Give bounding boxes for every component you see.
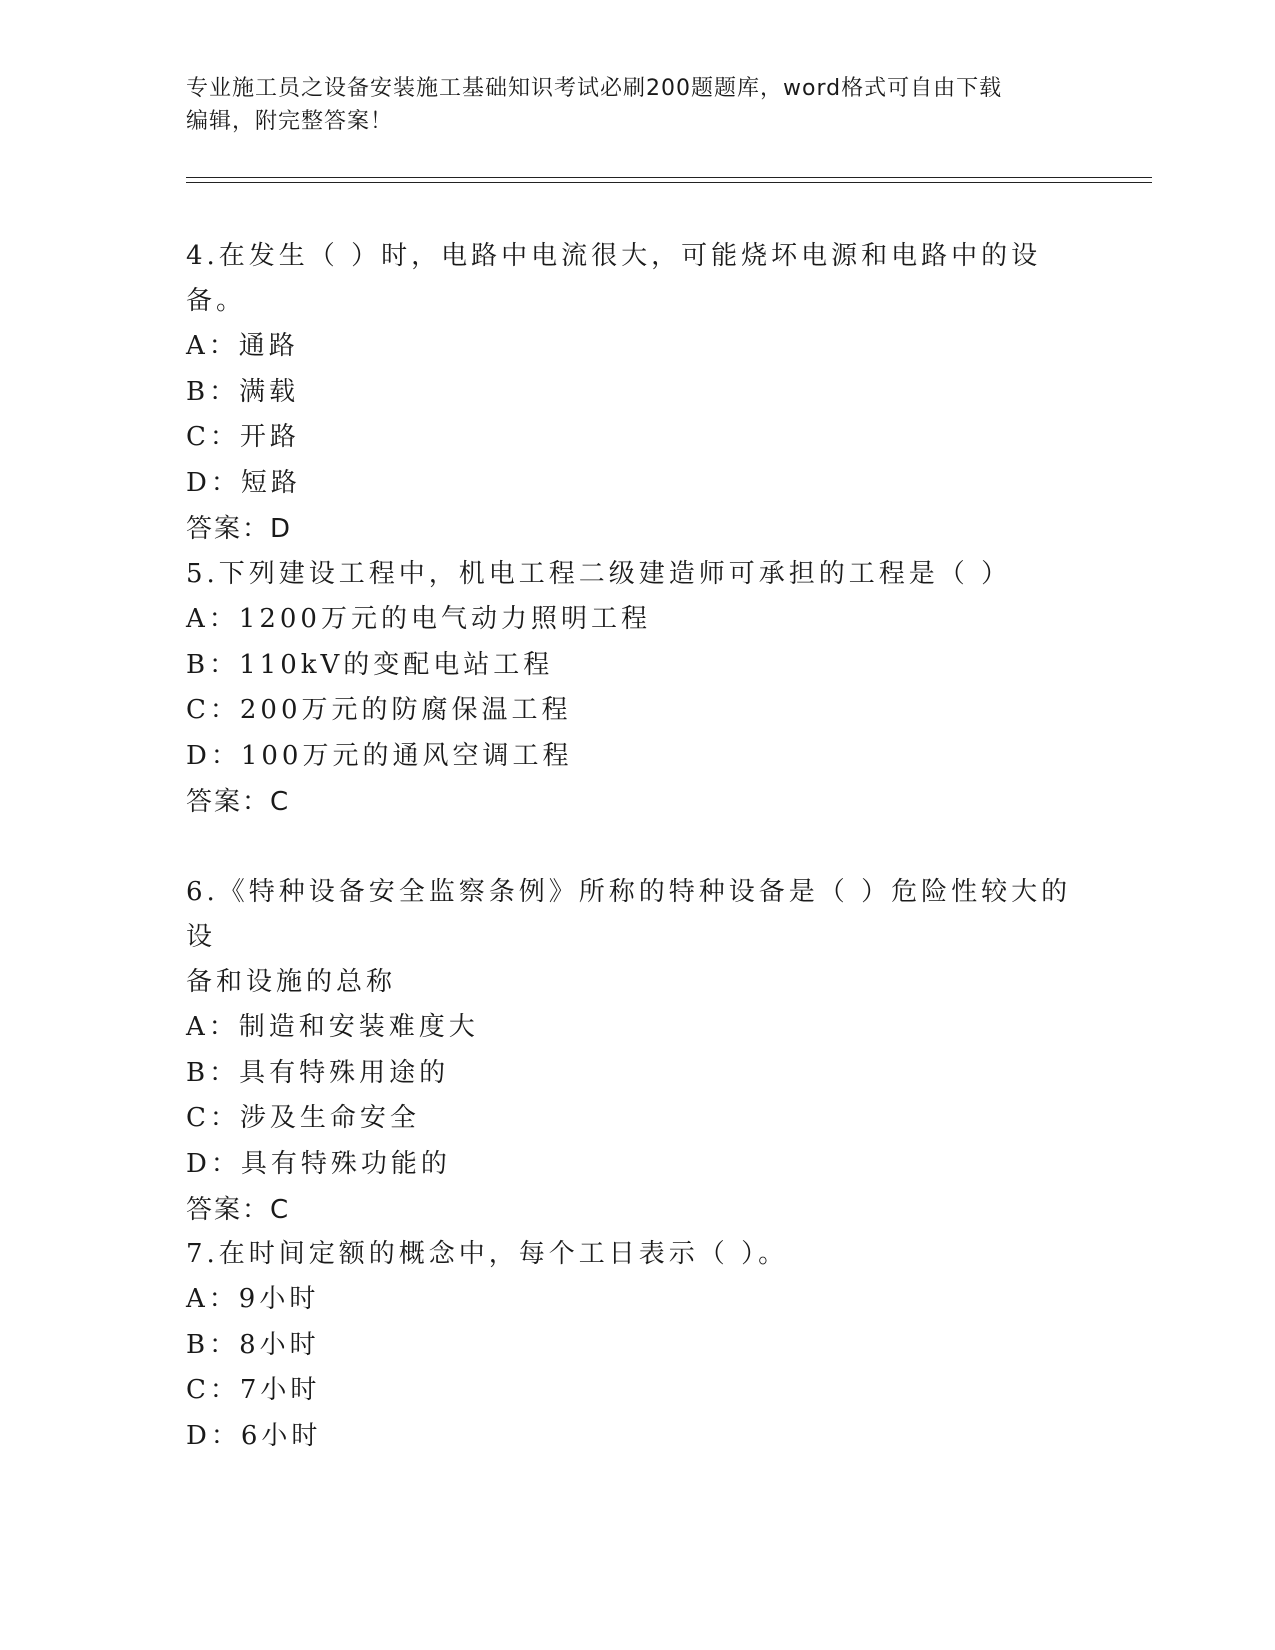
option-a: A：制造和安装难度大 (186, 1012, 479, 1042)
question-stem-line-2: 备和设施的总称 (186, 967, 397, 997)
option-a: A：9小时 (186, 1284, 320, 1314)
question-stem: 5.下列建设工程中，机电工程二级建造师可承担的工程是（ ） (186, 559, 1012, 589)
option-d: D：短路 (186, 467, 301, 498)
question-stem-line-1: 6.《特种设备安全监察条例》所称的特种设备是（ ）危险性较大的设 (186, 877, 1072, 952)
header-divider-bottom (186, 182, 1152, 183)
option-c: C：涉及生命安全 (186, 1103, 420, 1133)
header-line-1: 专业施工员之设备安装施工基础知识考试必刷200题题库，word格式可自由下载 (186, 76, 1003, 101)
option-a: A：1200万元的电气动力照明工程 (186, 604, 651, 634)
question-4 (186, 234, 1086, 552)
option-d: D：6小时 (186, 1420, 322, 1451)
option-c: C：7小时 (186, 1375, 321, 1405)
option-a: A：通路 (186, 331, 299, 361)
answer-line: 答案：D (186, 514, 293, 544)
option-b: B：110kV的变配电站工程 (186, 649, 554, 680)
question-6 (186, 870, 1086, 1233)
question-stem: 7.在时间定额的概念中，每个工日表示（ ）。 (186, 1239, 789, 1269)
option-c: C：200万元的防腐保温工程 (186, 695, 572, 725)
option-b: B：具有特殊用途的 (186, 1057, 450, 1088)
option-c: C：开路 (186, 422, 300, 452)
header-line-2: 编辑，附完整答案！ (186, 109, 394, 134)
option-d: D：100万元的通风空调工程 (186, 740, 573, 771)
answer-line: 答案：C (186, 1195, 291, 1225)
header-divider-top (186, 177, 1152, 178)
option-b: B：8小时 (186, 1329, 320, 1360)
question-stem: 4.在发生（ ）时，电路中电流很大，可能烧坏电源和电路中的设备。 (186, 241, 1042, 316)
question-7 (186, 1232, 1086, 1459)
option-b: B：满载 (186, 376, 300, 407)
document-header (186, 72, 1066, 138)
option-d: D：具有特殊功能的 (186, 1148, 451, 1179)
answer-line: 答案：C (186, 787, 291, 817)
question-5 (186, 552, 1086, 825)
